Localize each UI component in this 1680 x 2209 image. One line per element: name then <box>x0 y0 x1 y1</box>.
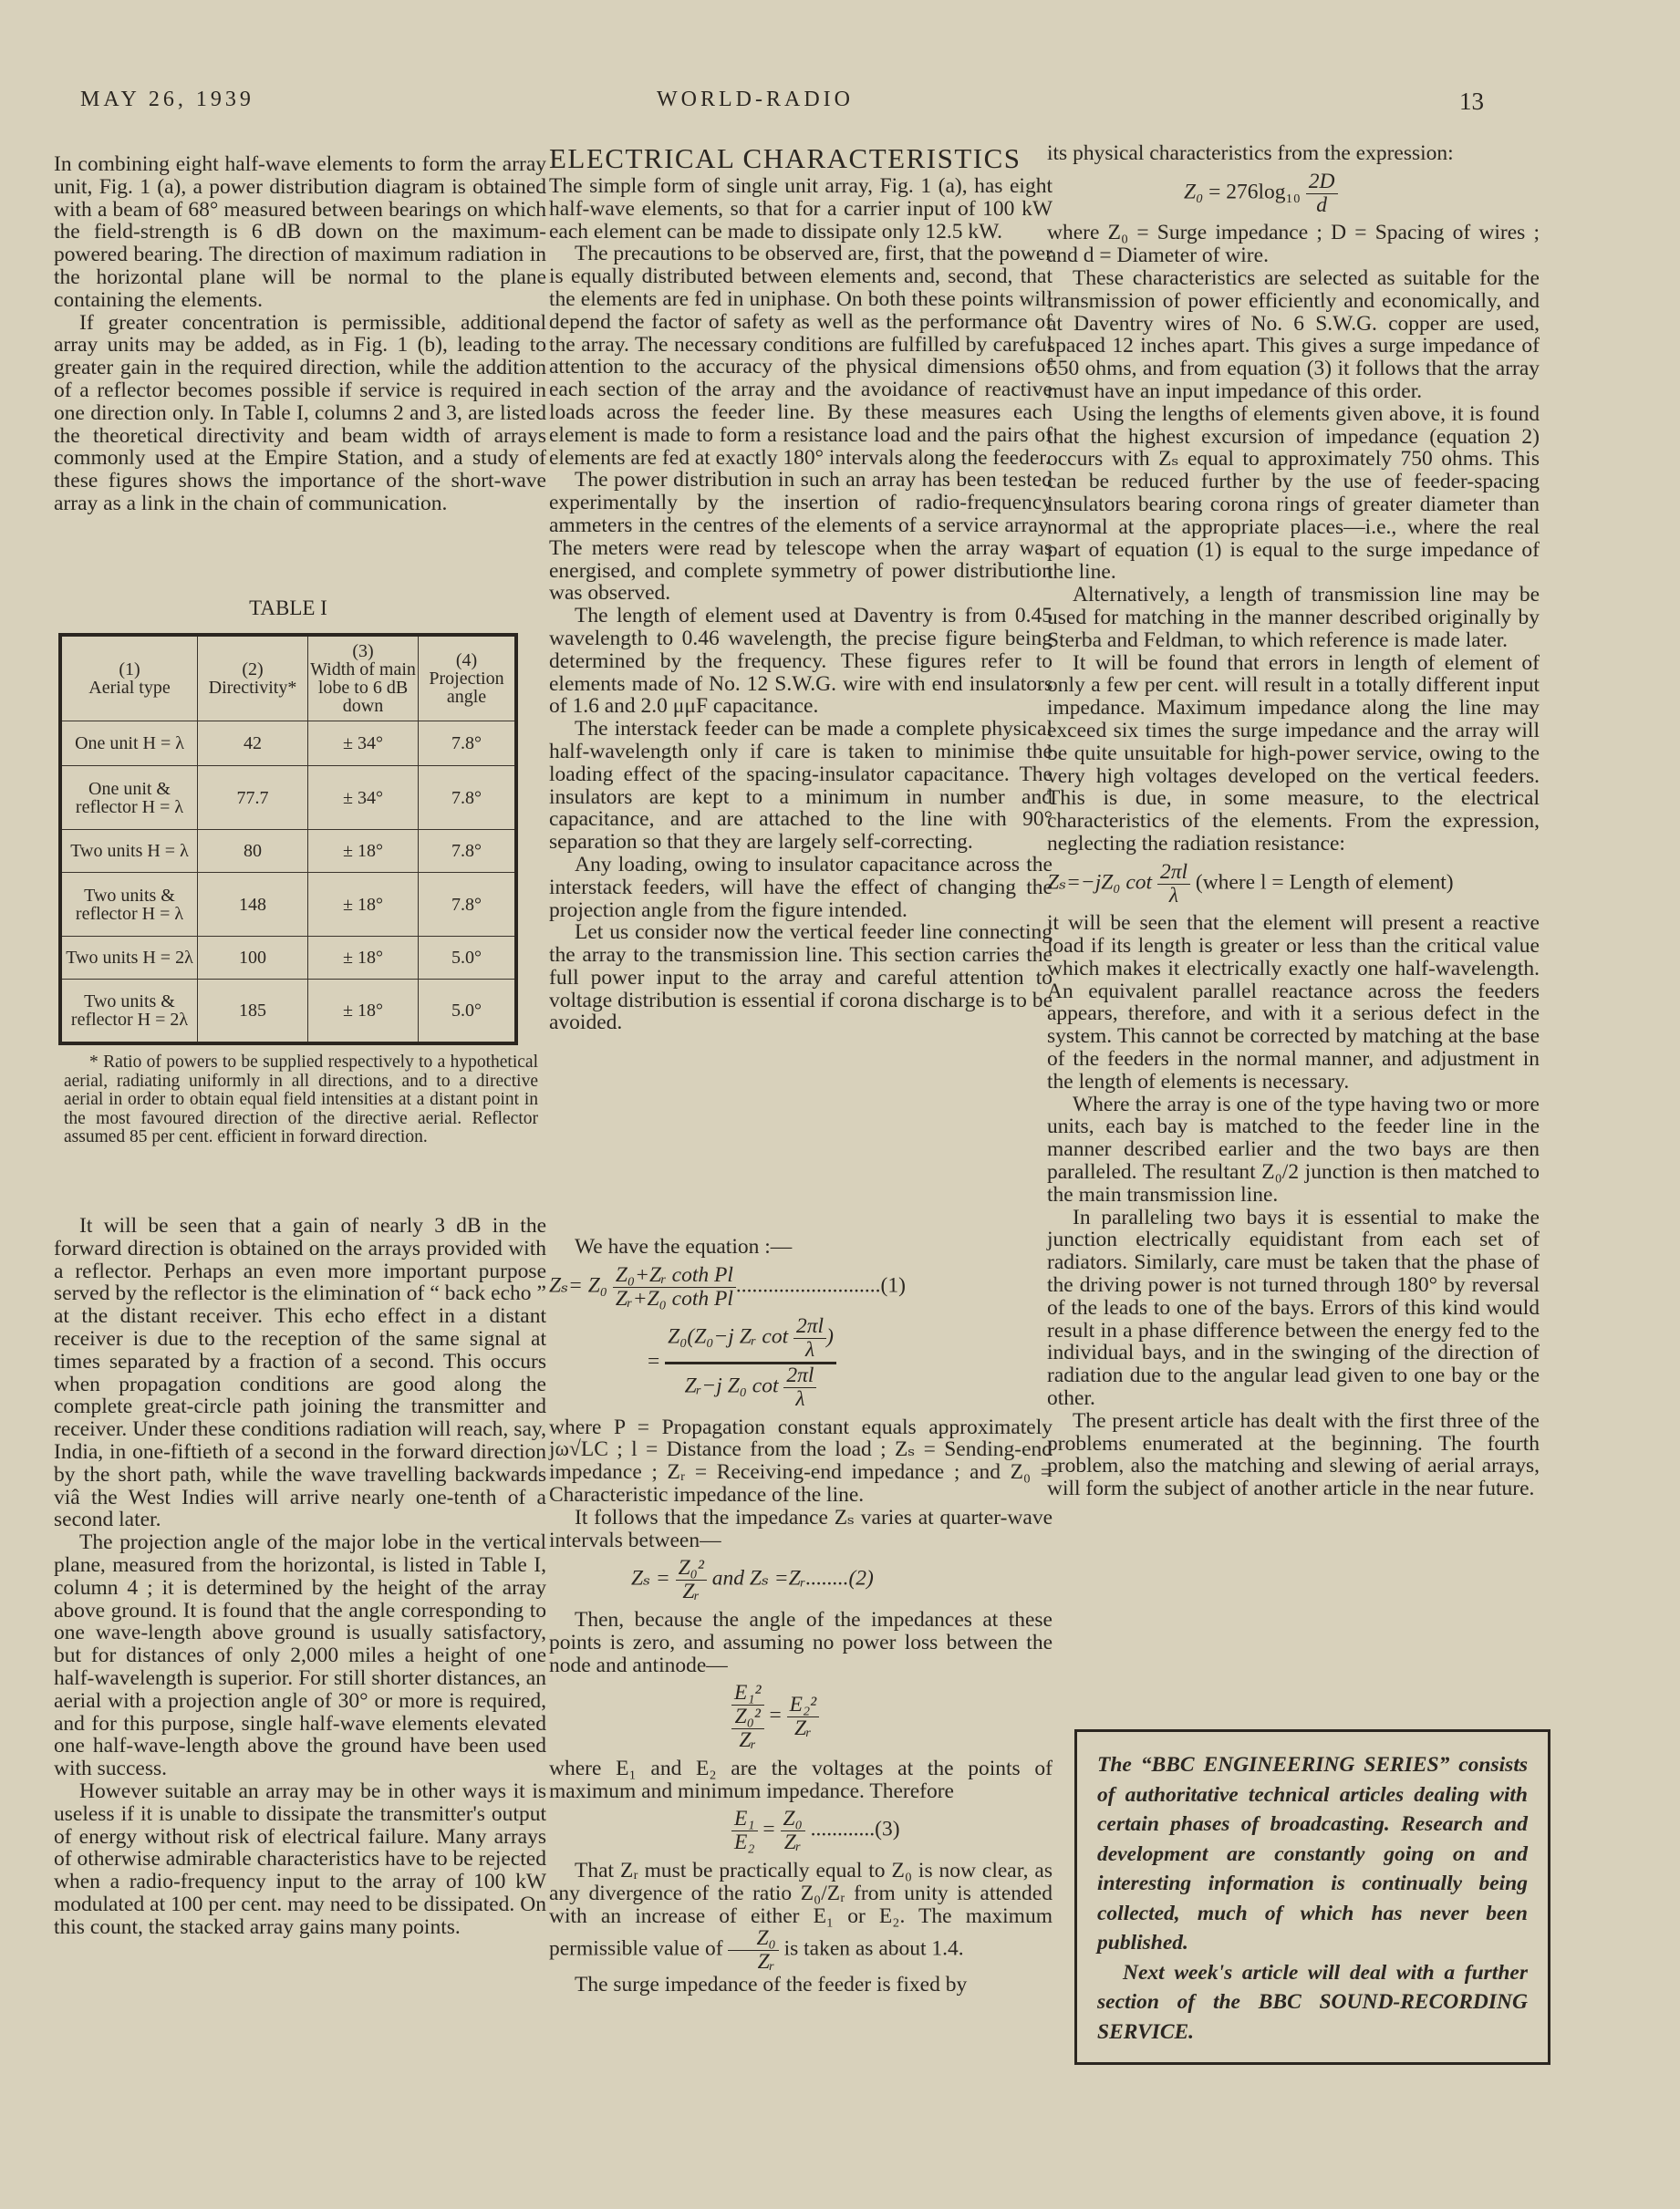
section-heading: ELECTRICAL CHARACTERISTICS <box>549 142 1021 174</box>
equation-power: $\frac{\text{E₁²}}{\frac{\text{Z₀²}}{\text{Zᵣ}}}$ = $\frac{\text{E₂²}}{\text{Zᵣ}}$ <box>549 1682 1053 1751</box>
paragraph: it will be seen that the element will present a reactive load if its length is greater or less than the critical value which makes it electrically exactly one half-wavelength. An equivalent parallel reactance across the feeders appears, therefore, and with it a serious defect in the system. This cannot be corrected by matching at the base of the feeders in the normal manner, and adjustment in the length of elements is necessary. <box>1047 911 1540 1094</box>
right-column <box>1047 142 1540 1500</box>
equation-3: $\frac{\text{E₁}}{\text{E₂}}$ = $\frac{\text{Z₀}}{\text{Zᵣ}}$ ............(3) <box>549 1808 1053 1854</box>
paragraph: Where the array is one of the type having two or more units, each bay is matched to the feeder line in the manner described earlier and the two bays are then paralleled. The resultant Z₀/2 junction is then matched to the main transmission line. <box>1047 1092 1540 1207</box>
page-number: 13 <box>1459 88 1484 115</box>
equation-element-impedance: Zₛ=−jZ₀ cot $\frac{2\pi l}{\lambda}$ (where l = Length of element) <box>1047 859 1454 907</box>
box-text: The “BBC ENGINEERING SERIES” consists of authoritative technical articles dealing with certain phases of broadcasting. Research and development are constantly going on and interesting information is continually being collected, much of which has never been published. <box>1097 1753 1528 1955</box>
paragraph: its physical characteristics from the expression: <box>1047 141 1454 165</box>
paragraph: These characteristics are selected as suitable for the transmission of power efficiently and economically, and at Daventry wires of No. 6 S.W.G. copper are used, spaced 12 inches apart. This gives a surge impedance of 550 ohms, and from equation (3) it follows that the array must have an input impedance of this order. <box>1047 265 1540 403</box>
table-footnote <box>64 1053 538 1147</box>
table-row: Two units & reflector H = 2λ 185 ± 18° 5.0° <box>60 980 516 1043</box>
paragraph: The power distribution in such an array has been tested experimentally by the insertion of radio-frequency ammeters in the centres of the elements of a service array. The meters were read by telescope when the array was energised, and complete symmetry of power distribution was observed. <box>549 468 1053 606</box>
paragraph: The present article has dealt with the first three of the problems enumerated at the beginning. The fourth problem, also the matching and slewing of aerial arrays, will form the subject of another article in the near future. <box>1047 1408 1540 1501</box>
column-header: (1) Aerial type <box>60 635 198 721</box>
equation-1-expanded: = Z₀(Z₀−j Zᵣ cot $\frac{2\pi l}{\lambda}$ ) Zᵣ−j Z₀ cot $\frac{2\pi l}{\lambda}$ <box>549 1315 1053 1410</box>
table-row: One unit H = λ 42 ± 34° 7.8° <box>60 721 516 766</box>
paragraph: That Zᵣ must be practically equal to Z₀ is now clear, as any divergence of the ratio Z₀/Zᵣ from unity is attended with an increase of either E₁ or E₂. The maximum permissible value of $\frac{\text{Z₀}}{\text{Zᵣ}}$ is taken as about 1.4. <box>549 1858 1053 1975</box>
paragraph: Any loading, owing to insulator capacitance across the interstack feeders, will have the effect of changing the projection angle from the figure intended. <box>549 852 1053 922</box>
paragraph: where E₁ and E₂ are the voltages at the points of maximum and minimum impedance. Therefore <box>549 1756 1053 1803</box>
paragraph: Using the lengths of elements given above, it is found that the highest excursion of impedance (equation 2) occurs with Zₛ equal to approximately 750 ohms. This can be reduced further by the use of feeder-spacing insulators bearing corona rings of greater diameter than normal at the appropriate places—i.e., where the real part of equation (1) is equal to the surge impedance of the line. <box>1047 401 1540 585</box>
table-title: TABLE I <box>249 596 327 619</box>
paragraph: It follows that the impedance Zₛ varies at quarter-wave intervals between— <box>549 1505 1053 1552</box>
table-header-row <box>60 635 516 721</box>
box-text: Next week's article will deal with a further section of the BBC SOUND-RECORDING SERVICE. <box>1097 1960 1528 2044</box>
table-row: Two units H = 2λ 100 ± 18° 5.0° <box>60 937 516 980</box>
paragraph: In combining eight half-wave elements to form the array unit, Fig. 1 (a), a power distribution diagram is obtained with a beam of 68° measured between bearings on which the field-strength is 6 dB down on the maximum-powered bearing. The direction of maximum radiation in the horizontal plane will be normal to the plane containing the elements. <box>54 152 546 312</box>
paragraph: Then, because the angle of the impedances at these points is zero, and assuming no power loss between the node and antinode— <box>549 1607 1053 1677</box>
paragraph: The precautions to be observed are, first, that the power is equally distributed between elements and, second, that the elements are fed in uniphase. On both these points will depend the factor of safety as well as the performance of the array. The necessary conditions are fulfilled by careful attention to the accuracy of the physical dimensions of each section of the array and the avoidance of reactive loads across the feeder line. By these measures each element is made to form a resistance load and the pairs of elements are fed at exactly 180° intervals along the feeder. <box>549 242 1053 470</box>
paragraph: The length of element used at Daventry is from 0.45 wavelength to 0.46 wavelength, the precise figure being determined by the frequency. These figures refer to elements made of No. 12 S.W.G. wire with end insulators of 1.6 and 2.0 μμF capacitance. <box>549 604 1053 719</box>
column-header: (4) Projection angle <box>419 635 517 721</box>
paragraph: Let us consider now the vertical feeder line connecting the array to the transmission line. This section carries the full power input to the array and careful attention to voltage distribution is essential if corona discharge is to be avoided. <box>549 920 1053 1035</box>
middle-column-equations <box>549 1236 1053 1996</box>
left-column-body <box>54 1215 546 1939</box>
paragraph: The surge impedance of the feeder is fixed by <box>575 1972 968 1996</box>
table-aerial-characteristics <box>58 633 518 1045</box>
paragraph: Alternatively, a length of transmission line may be used for matching in the manner described originally by Sterba and Feldman, to which reference is made later. <box>1047 583 1540 652</box>
paragraph: The interstack feeder can be made a complete physical half-wavelength only if care is taken to minimise the loading effect of the spacing-insulator capacitance. The insulators are kept to a minimum in number and capacitance, and are attached to the line with 90° separation so that they are largely self-correcting. <box>549 717 1053 855</box>
equation-1: Zₛ= Z₀ $\frac{\text{Z₀+Zᵣ coth Pl}}{\text{Zᵣ+Z₀ coth Pl}}$ ...........................(1) <box>549 1262 906 1311</box>
column-header: (3) Width of main lobe to 6 dB down <box>308 635 419 721</box>
paragraph: The projection angle of the major lobe in the vertical plane, measured from the horizontal, is listed in Table I, column 4 ; it is determined by the height of the array above ground. It is found that the angle corresponding to one wave-length above ground is usually satisfactory, but for distances of only 2,000 miles a height of one half-wavelength is superior. For still shorter distances, an aerial with a projection angle of 30° or more is required, and for this purpose, single half-wave elements elevated one half-wave-length above the ground have been used with success. <box>54 1530 546 1781</box>
table-row: One unit & reflector H = λ 77.7 ± 34° 7.8° <box>60 766 516 830</box>
column-header: (2) Directivity* <box>198 635 308 721</box>
paragraph: where P = Propagation constant equals approximately jω√LC ; l = Distance from the load ; Zₛ = Sending-end impedance ; Zᵣ = Receiving-end impedance ; and Z₀ = Characteristic impedance of the line. <box>549 1415 1053 1507</box>
table-row: Two units & reflector H = λ 148 ± 18° 7.8° <box>60 873 516 937</box>
paragraph: However suitable an array may be in other ways it is useless if it is unable to dissipate the transmitter's output of energy without risk of electrical failure. Many arrays of otherwise admirable characteristics have to be rejected when a radio-frequency input to the array of 100 kW modulated at 100 per cent. may need to be dissipated. On this count, the stacked array gains many points. <box>54 1779 546 1939</box>
table-row: Two units H = λ 80 ± 18° 7.8° <box>60 830 516 873</box>
paragraph: It will be found that errors in length of element of only a few per cent. will result in a totally different input impedance. Maximum impedance along the line may exceed six times the surge impedance and the array will be quite unsuitable for high-power service, owing to the very high voltages developed on the vertical feeders. This is due, in some measure, to the electrical characteristics of the elements. From the expression, neglecting the radiation resistance: <box>1047 650 1540 856</box>
publication-title: WORLD-RADIO <box>657 88 854 111</box>
paragraph: The simple form of single unit array, Fig. 1 (a), has eight half-wave elements, so that for a carrier input of 100 kW each element can be made to dissipate only 12.5 kW. <box>549 174 1053 244</box>
paragraph: It will be seen that a gain of nearly 3 dB in the forward direction is obtained on the arrays provided with a reflector. Perhaps an even more important purpose served by the reflector is the elimination of “ back echo ” at the distant receiver. This echo effect in a distant receiver is due to the reception of the same signal at times separated by a fraction of a second. This occurs when propagation conditions are good along the complete great-circle path joining the transmitter and receiver. Under these conditions radiation will reach, say, India, in one-fiftieth of a second in the forward direction by the short path, while the wave travelling backwards viâ the West Indies will arrive nearly one-tenth of a second later. <box>54 1214 546 1532</box>
equation-2: Zₛ = $\frac{\text{Z₀²}}{\text{Zᵣ}}$ and Zₛ =Zᵣ........(2) <box>631 1556 874 1604</box>
equation-surge-impedance: Z₀ = 276log₁₀ $\frac{2D}{d}$ <box>1047 171 1540 217</box>
paragraph: where Z₀ = Surge impedance ; D = Spacing of wires ; and d = Diameter of wire. <box>1047 221 1540 268</box>
bbc-engineering-series-box <box>1074 1729 1550 2065</box>
issue-date: MAY 26, 1939 <box>80 88 254 111</box>
middle-column-top <box>549 144 1053 1034</box>
left-column-intro <box>54 153 546 515</box>
paragraph: If greater concentration is permissible, additional array units may be added, as in Fig. 1 (b), leading to greater gain in the required direction, while the addition of a reflector becomes possible if service is required in one direction only. In Table I, columns 2 and 3, are listed the theoretical directivity and beam width of arrays commonly used at the Empire Station, and a study of these figures shows the importance of the short-wave array as a link in the chain of communication. <box>54 310 546 515</box>
paragraph: In paralleling two bays it is essential to make the junction electrically equidistant from each set of radiators. Similarly, care must be taken that the phase of the driving power is not turned through 180° by reversal of the leads to one of the bays. Errors of this kind would result in a phase difference between the energy fed to the individual bays, and in the swinging of the direction of radiation due to the angular lead given to one bay or the other. <box>1047 1205 1540 1411</box>
paragraph: We have the equation :— <box>575 1235 793 1259</box>
footnote-text: * Ratio of powers to be supplied respectively to a hypothetical aerial, radiating uniformly in all directions, and to a directive aerial in order to obtain equal field intensities at a distant point in the most favoured direction of the directive aerial. Reflector assumed 85 per cent. efficient in forward direction. <box>64 1053 538 1146</box>
